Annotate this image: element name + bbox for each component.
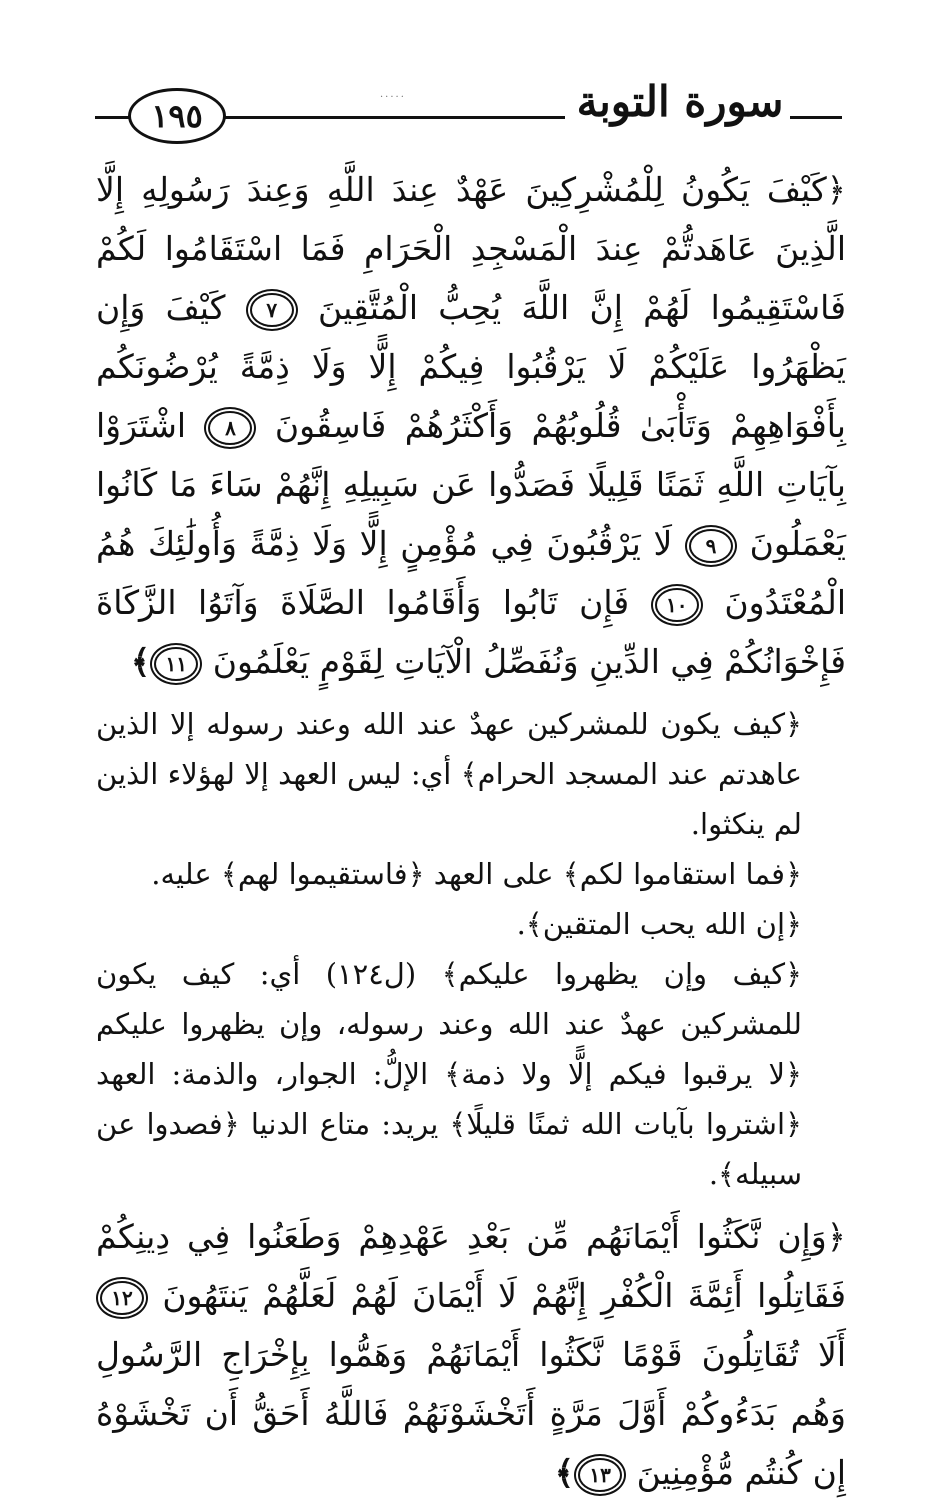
verse-text: فَإِن تَابُوا وَأَقَامُوا الصَّلَاةَ وَآتَوُا الزَّكَاةَ فَإِخْوَانُكُمْ فِي الدِّينِ وَنُفَصِّلُ الْآيَاتِ لِقَوْمٍ يَعْلَمُونَ: [96, 583, 846, 681]
verse-text: أَلَا تُقَاتِلُونَ قَوْمًا نَّكَثُوا أَيْمَانَهُمْ وَهَمُّوا بِإِخْرَاجِ الرَّسُولِ وَهُم بَدَءُوكُمْ أَوَّلَ مَرَّةٍ أَتَخْشَوْنَهُمْ فَاللَّهُ أَحَقُّ أَن تَخْشَوْهُ إِن كُنتُم مُّؤْمِنِينَ: [96, 1335, 846, 1492]
verse-text: كَيْفَ وَإِن يَظْهَرُوا عَلَيْكُمْ لَا يَرْقُبُوا فِيكُمْ إِلًّا وَلَا ذِمَّةً يُرْضُونَكُم بِأَفْوَاهِهِمْ وَتَأْبَىٰ قُلُوبُهُمْ وَأَكْثَرُهُمْ فَاسِقُونَ: [96, 288, 846, 445]
closing-bracket: ﴾: [130, 642, 151, 681]
page-header: [0, 0, 931, 160]
header-ornament: ·····: [380, 92, 406, 103]
commentary: [96, 699, 846, 1199]
verse-text: ﴿وَإِن نَّكَثُوا أَيْمَانَهُم مِّن بَعْدِ عَهْدِهِمْ وَطَعَنُوا فِي دِينِكُمْ فَقَاتِلُوا أَئِمَّةَ الْكُفْرِ إِنَّهُمْ لَا أَيْمَانَ لَهُمْ لَعَلَّهُمْ يَنتَهُونَ: [96, 1217, 846, 1315]
page-content: [96, 160, 846, 1502]
commentary-paragraph: ﴿كيف يكون للمشركين عهدٌ عند الله وعند رسوله إلا الذين عاهدتم عند المسجد الحرام﴾ أي: ليس العهد إلا لهؤلاء الذين لم ينكثوا.: [96, 707, 802, 841]
ayah-number-8: ٨: [208, 411, 252, 445]
closing-bracket: ﴾: [554, 1453, 575, 1492]
ayah-number-10: ١٠: [655, 588, 699, 622]
verse-text: لَا يَرْقُبُونَ فِي مُؤْمِنٍ إِلًّا وَلَا ذِمَّةً وَأُولَٰئِكَ هُمُ الْمُعْتَدُونَ: [96, 524, 846, 622]
sura-title: سورة التوبة: [576, 77, 784, 126]
commentary-paragraph: ﴿إن الله يحب المتقين﴾.: [516, 907, 802, 941]
commentary-paragraph: ﴿كيف وإن يظهروا عليكم﴾ (ل١٢٤) أي: كيف يكون للمشركين عهدٌ عند الله وعند رسوله، وإن يظهروا عليكم ﴿لا يرقبوا فيكم إلًّا ولا ذمة﴾ الإلُّ: الجوار، والذمة: العهد ﴿اشتروا بآيات الله ثمنًا قليلًا﴾ يريد: متاع الدنيا ﴿فصدوا عن سبيله﴾.: [96, 957, 803, 1191]
quran-verses-7-11: [96, 160, 846, 691]
commentary-paragraph: ﴿فما استقاموا لكم﴾ على العهد ﴿فاستقيموا لهم﴾ عليه.: [151, 857, 802, 891]
verse-text: اشْتَرَوْا بِآيَاتِ اللَّهِ ثَمَنًا قَلِيلًا فَصَدُّوا عَن سَبِيلِهِ إِنَّهُمْ سَاءَ مَا كَانُوا يَعْمَلُونَ: [96, 406, 846, 563]
ayah-number-7: ٧: [250, 293, 294, 327]
ayah-number-9: ٩: [689, 529, 733, 563]
ayah-number-11: ١١: [154, 647, 198, 681]
ayah-number-12: ١٢: [100, 1281, 144, 1315]
verse-text: ﴿كَيْفَ يَكُونُ لِلْمُشْرِكِينَ عَهْدٌ عِندَ اللَّهِ وَعِندَ رَسُولِهِ إِلَّا الَّذِينَ عَاهَدتُّمْ عِندَ الْمَسْجِدِ الْحَرَامِ فَمَا اسْتَقَامُوا لَكُمْ فَاسْتَقِيمُوا لَهُمْ إِنَّ اللَّهَ يُحِبُّ الْمُتَّقِينَ: [96, 170, 846, 327]
page-number: ١٩٥: [128, 88, 226, 144]
ayah-number-13: ١٣: [578, 1458, 622, 1492]
quran-verses-12-13: [96, 1207, 846, 1502]
